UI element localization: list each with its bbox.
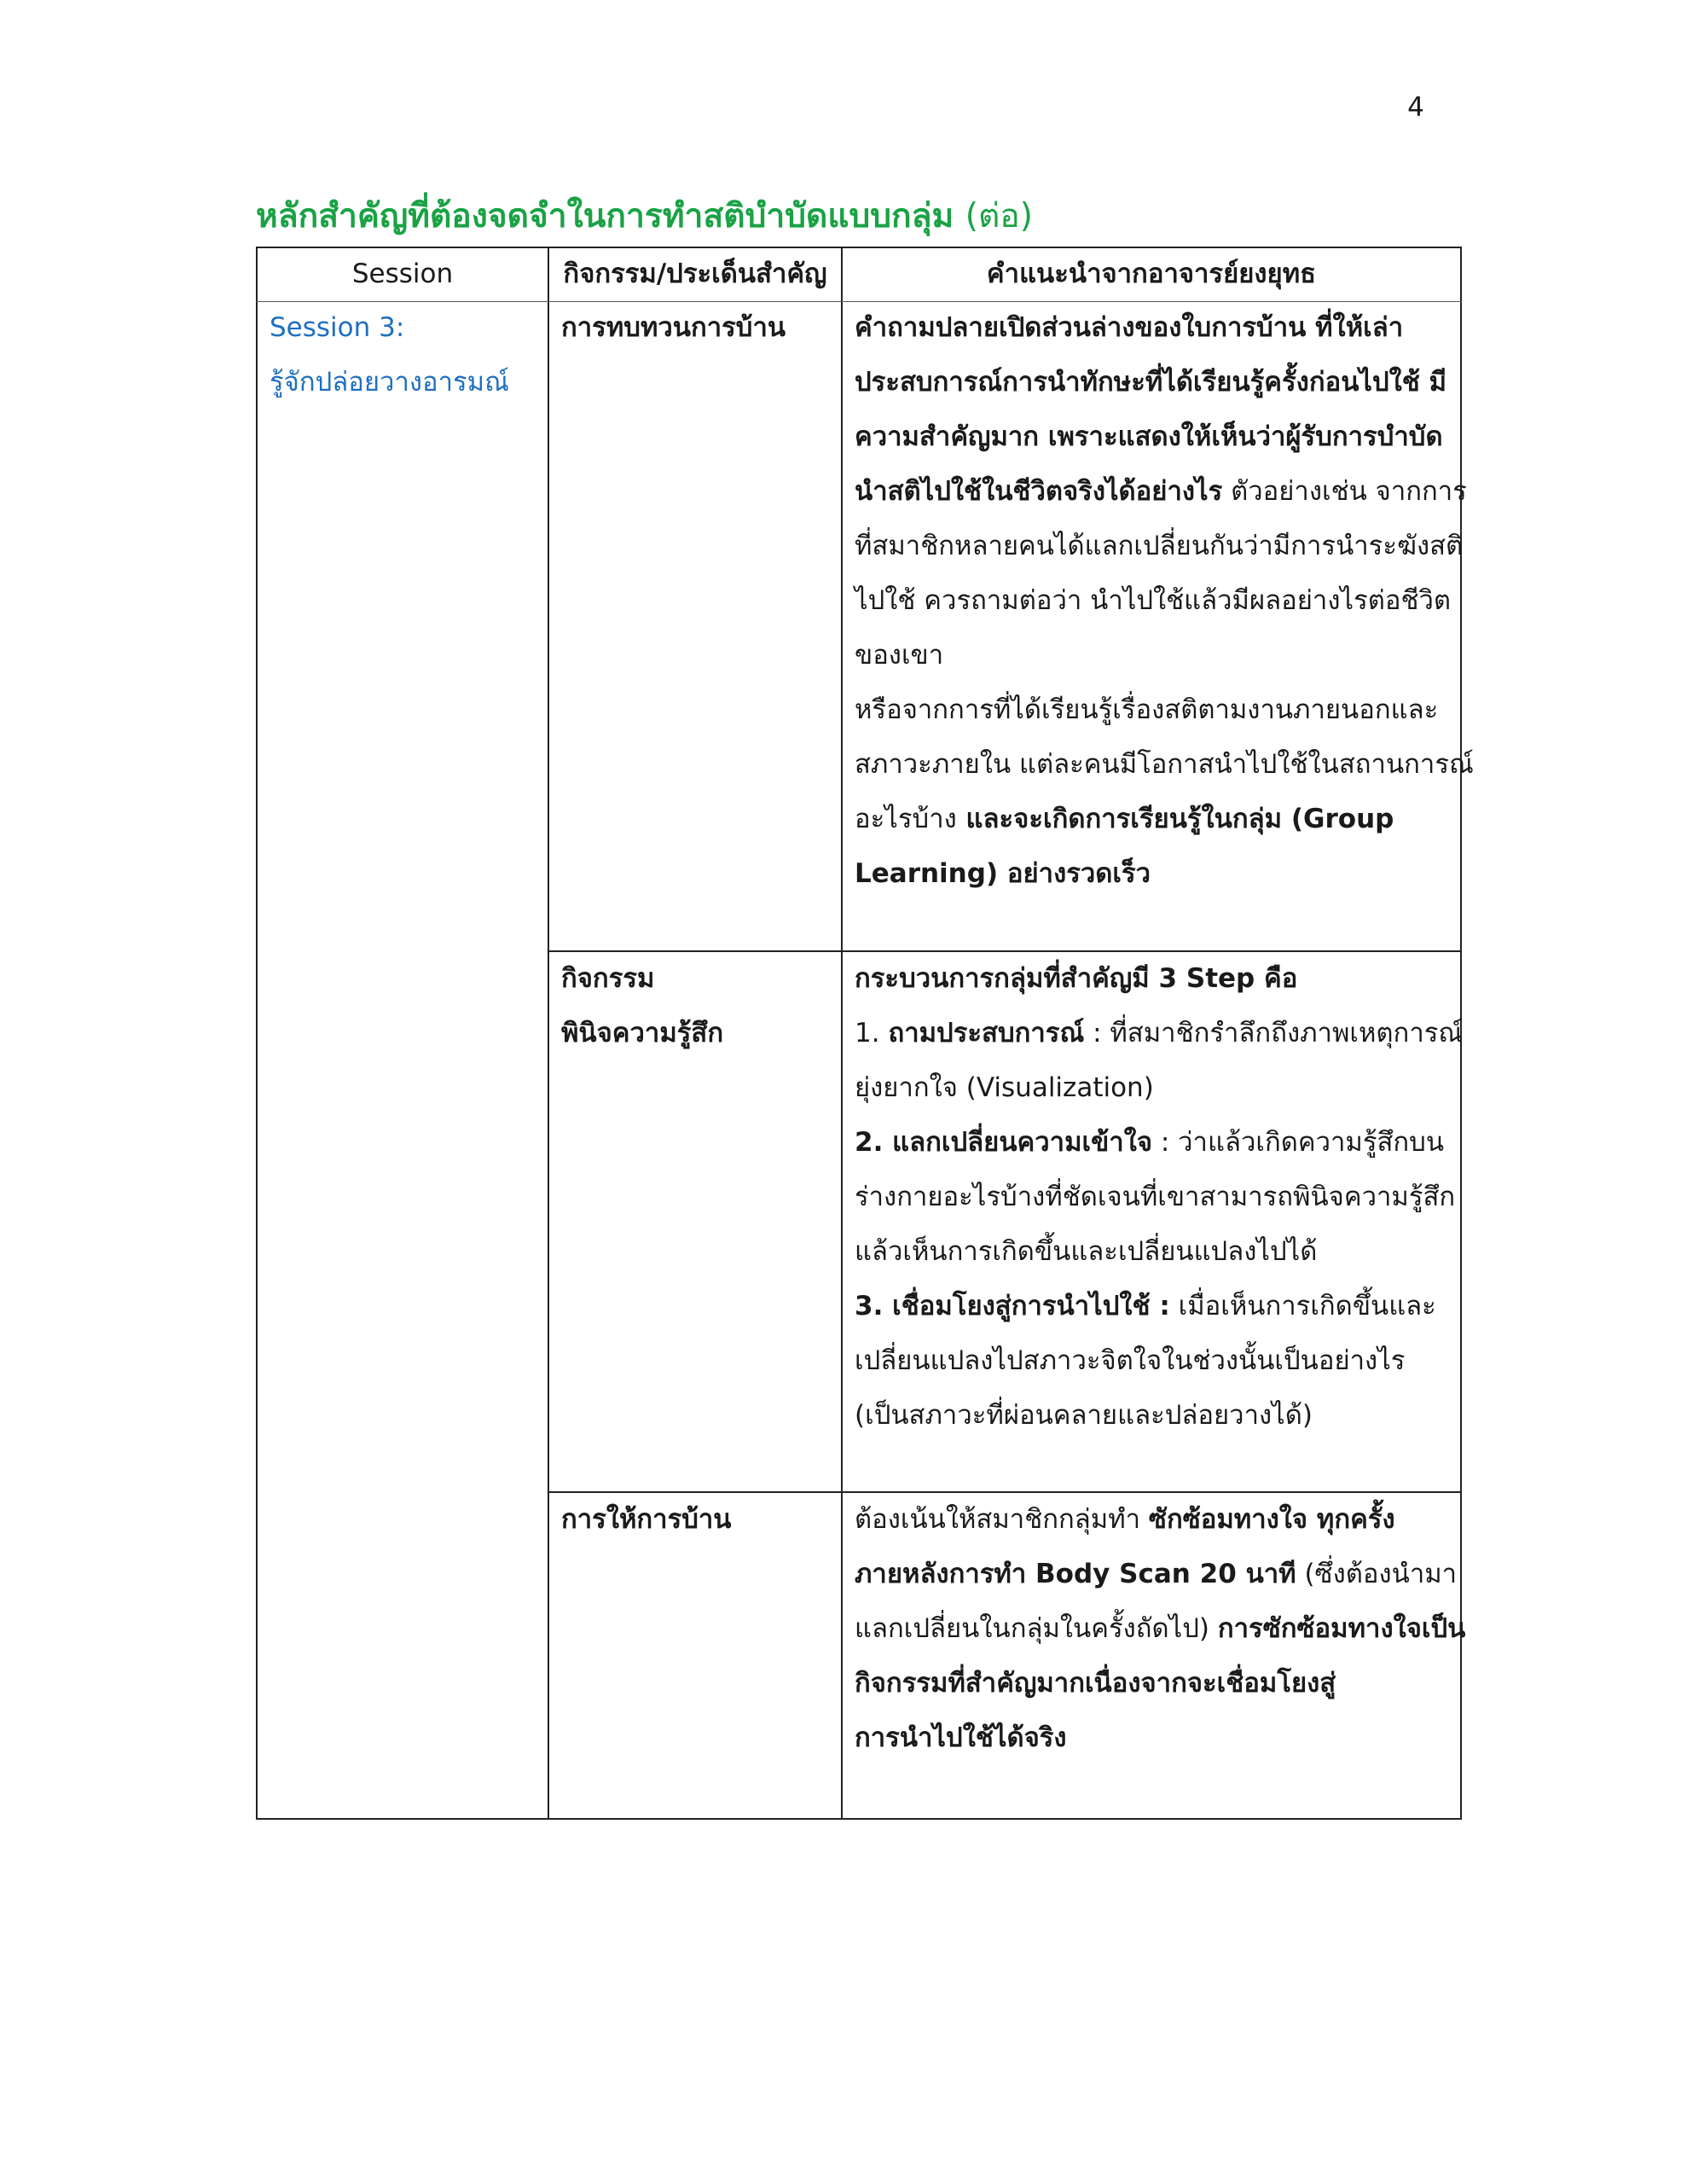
- activity-feeling-contemplation: [561, 951, 838, 1060]
- advice-bold-text: การซักซ้อมทางใจเป็น: [1217, 1613, 1466, 1644]
- advice-text: ต้องเน้นให้สมาชิกกลุ่มทำ: [855, 1504, 1149, 1535]
- advice-text: แลกเปลี่ยนในกลุ่มในครั้งถัดไป): [855, 1613, 1218, 1644]
- advice-line: [855, 1547, 1458, 1601]
- advice-text: ตัวอย่างเช่น จากการ: [1222, 476, 1467, 507]
- advice-line: ของเขา: [855, 640, 944, 671]
- advice-text: : ว่าแล้วเกิดความรู้สึกบน: [1152, 1127, 1445, 1158]
- advice-line: เปลี่ยนแปลงไปสภาวะจิตใจในช่วงนั้นเป็นอย่างไร: [855, 1345, 1406, 1376]
- advice-bold-text: 3. เชื่อมโยงสู่การนำไปใช้ :: [855, 1291, 1170, 1321]
- advice-homework-review: [855, 300, 1474, 901]
- advice-line: กระบวนการกลุ่มที่สำคัญมี 3 Step คือ: [855, 963, 1298, 994]
- advice-line: คำถามปลายเปิดส่วนล่างของใบการบ้าน ที่ให้เล่า: [855, 312, 1404, 343]
- advice-text: 1.: [855, 1018, 889, 1048]
- activity-assign-homework: [561, 1492, 838, 1547]
- advice-line: [855, 1492, 1455, 1547]
- advice-line: ความสำคัญมาก เพราะแสดงให้เห็นว่าผู้รับการบำบัด: [855, 421, 1443, 452]
- session-number: Session 3:: [270, 312, 405, 343]
- advice-line: [855, 1006, 1464, 1060]
- column-header-session: Session: [351, 258, 454, 289]
- column-header-activity: กิจกรรม/ประเด็นสำคัญ: [563, 258, 827, 289]
- activity-label: การทบทวนการบ้าน: [561, 312, 786, 343]
- advice-line: กิจกรรมที่สำคัญมากเนื่องจากจะเชื่อมโยงสู่: [855, 1668, 1336, 1699]
- advice-bold-text: นำสติไปใช้ในชีวิตจริงได้อย่างไร: [855, 476, 1223, 507]
- advice-feeling-contemplation: [855, 951, 1464, 1443]
- advice-line: (เป็นสภาวะที่ผ่อนคลายและปล่อยวางได้): [855, 1400, 1313, 1431]
- advice-line: แล้วเห็นการเกิดขึ้นและเปลี่ยนแปลงไปได้: [855, 1236, 1318, 1267]
- activity-label: พินิจความรู้สึก: [561, 1018, 724, 1048]
- advice-line: [855, 464, 1467, 519]
- activity-label: กิจกรรม: [561, 963, 655, 994]
- advice-text: อะไรบ้าง: [855, 804, 957, 834]
- advice-bold-text: และจะเกิดการเรียนรู้ในกลุ่ม (Group: [956, 804, 1394, 834]
- session-cell: [270, 300, 542, 410]
- advice-line: การนำไปใช้ได้จริง: [855, 1722, 1067, 1753]
- advice-assign-homework: [855, 1492, 1466, 1765]
- advice-text: เมื่อเห็นการเกิดขึ้นและ: [1169, 1291, 1436, 1321]
- page-title: [256, 189, 1467, 242]
- page-title-text: หลักสำคัญที่ต้องจดจำในการทำสติบำบัดแบบกลุ่ม: [256, 197, 954, 235]
- advice-line: หรือจากการที่ได้เรียนรู้เรื่องสติตามงานภายนอกและ: [855, 694, 1439, 725]
- advice-line: ไปใช้ ควรถามต่อว่า นำไปใช้แล้วมีผลอย่างไรต่อชีวิต: [855, 585, 1452, 616]
- page-title-suffix: (ต่อ): [965, 197, 1033, 235]
- table-column-divider: [548, 247, 549, 1820]
- advice-line: [855, 792, 1455, 846]
- activity-label: การให้การบ้าน: [561, 1504, 732, 1535]
- advice-line: ประสบการณ์การนำทักษะที่ได้เรียนรู้ครั้งก่อนไปใช้ มี: [855, 367, 1447, 398]
- advice-bold-text: ซักซ้อมทางใจ ทุกครั้ง: [1148, 1504, 1395, 1535]
- advice-bold-text: ถามประสบการณ์: [888, 1018, 1085, 1048]
- advice-line: [855, 1279, 1455, 1333]
- advice-line: Learning) อย่างรวดเร็ว: [855, 858, 1151, 889]
- advice-line: [855, 1601, 1466, 1656]
- advice-text: (ซึ่งต้องนำมา: [1296, 1559, 1458, 1589]
- advice-text: : ที่สมาชิกรำลึกถึงภาพเหตุการณ์: [1084, 1018, 1464, 1048]
- session-name: รู้จักปล่อยวางอารมณ์: [270, 367, 509, 398]
- advice-line: [855, 1115, 1455, 1170]
- advice-line: ยุ่งยากใจ (Visualization): [855, 1072, 1154, 1103]
- column-header-advice: คำแนะนำจากอาจารย์ยงยุทธ: [986, 258, 1317, 289]
- advice-bold-text: 2. แลกเปลี่ยนความเข้าใจ: [855, 1127, 1152, 1158]
- advice-line: สภาวะภายใน แต่ละคนมีโอกาสนำไปใช้ในสถานการณ์: [855, 749, 1474, 780]
- activity-homework-review: [561, 300, 838, 355]
- advice-bold-text: ภายหลังการทำ Body Scan 20 นาที: [855, 1559, 1296, 1589]
- advice-line: ร่างกายอะไรบ้างที่ชัดเจนที่เขาสามารถพินิจความรู้สึก: [855, 1182, 1456, 1212]
- page-number: 4: [1407, 92, 1424, 123]
- table-column-divider: [841, 247, 843, 1820]
- advice-line: ที่สมาชิกหลายคนได้แลกเปลี่ยนกันว่ามีการนำระฆังสติ: [855, 531, 1464, 561]
